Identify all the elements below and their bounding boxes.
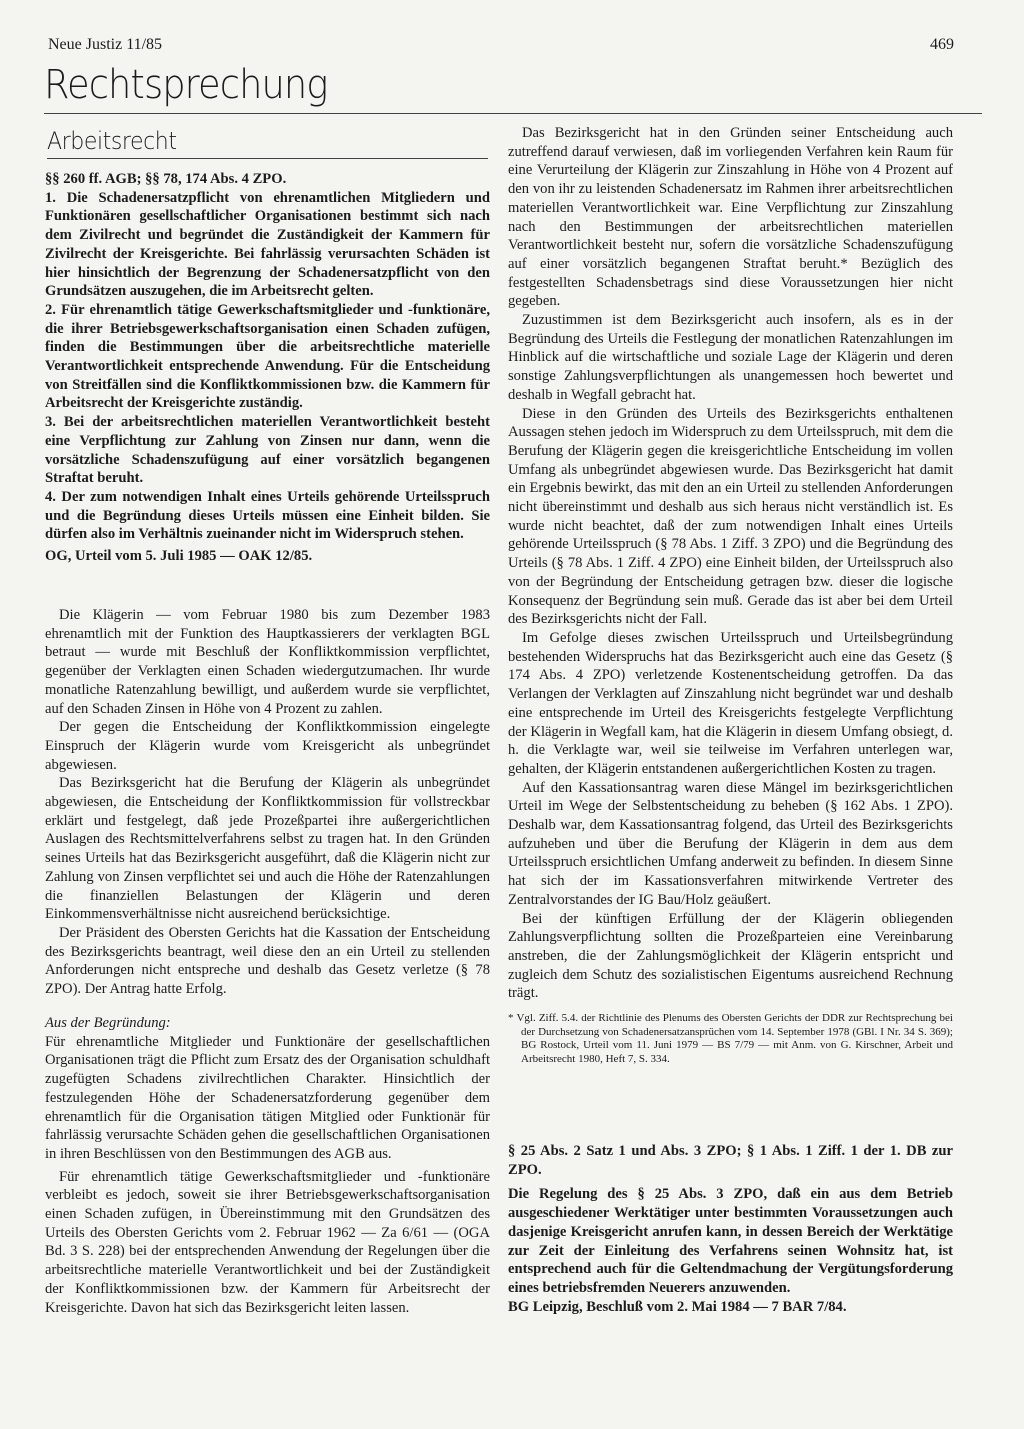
journal-issue: Neue Justiz 11/85 [48,36,163,53]
left-column [45,170,490,566]
facts-paragraph-1: Die Klägerin — vom Februar 1980 bis zum Dezember 1983 ehrenamtlich mit der Funktion des Hauptkassierers der verklagten BGL betraut — wurde mit Beschluß der Konfliktkommission verpflichtet, gegenüber der Verklagten einen Schaden wiedergutzumachen. Ihr wurde monatliche Ratenzahlung bewilligt, und außerdem wurde sie verpflichtet, auf den Schaden Zinsen in Höhe von 4 Prozent zu zahlen. [45,607,490,717]
case1-norms: §§ 260 ff. AGB; §§ 78, 174 Abs. 4 ZPO. [45,171,287,187]
reasons-left-paragraph-2: Für ehrenamtlich tätige Gewerkschaftsmitglieder und -funktionäre verbleibt es jedoch, soweit sie ihrer Betriebsgewerkschaftsorganisation einen Schaden zufügen, in Übereinstimmung mit den Grundsätzen des Urteils des Obersten Gerichts vom 2. Februar 1962 — Za 6/61 — (OGA Bd. 3 S. 228) bei der entsprechenden Anwendung der Regelungen über die arbeitsrechtliche materielle Verantwortlichkeit und bei der Zuständigkeit der Konfliktkommissionen bzw. der Kammern für Arbeitsrecht der Kreisgerichte. Davon hat sich das Bezirksgericht leiten lassen. [45,1168,490,1316]
case1-headnote-2: 2. Für ehrenamtlich tätige Gewerkschaftsmitglieder und -funktionäre, die ihrer Betriebsgewerkschaftsorganisation einen Schaden zufügen, finden die Bestimmungen über die arbeitsrechtliche materielle Verantwortlichkeit entsprechende Anwendung. Für die Entscheidung von Streitfällen sind die Konfliktkommissionen bzw. die Kammern für Arbeitsrecht der Kreisgerichte zuständig. [45,301,490,412]
case1-headnote-1: 1. Die Schadenersatzpflicht von ehrenamtlichen Mitgliedern und Funktionären gesellschaftlicher Organisationen bestimmt sich nach dem Zivilrecht und begründet die Zuständigkeit der Kammern für Zivilrecht der Kreisgerichte. Bei fahrlässig verursachten Schäden ist hier hinsichtlich der Begrenzung der Schadenersatzpflicht von den Grundsätzen auszugehen, die im Arbeitsrecht gelten. [45,189,490,300]
reasons-right-paragraph-3: Diese in den Gründen des Urteils des Bezirksgerichts enthaltenen Aussagen stehen jedoch im Widerspruch zu dem Urteilsspruch, mit dem die Berufung der Klägerin gegen die kreisgerichtliche Entscheidung im vollen Umfang als unbegründet abgewiesen wurde. Das Bezirksgericht hat damit ein Ergebnis bewirkt, das mit den an ein Urteil zu stellenden Anforderungen nicht übereinstimmt und deshalb aus sich heraus nicht verständlich ist. Es wurde nicht beachtet, daß der zum notwendigen Inhalt eines Urteils gehörende Urteilsspruch (§ 78 Abs. 1 Ziff. 3 ZPO) und die Begründung des Urteils (§ 78 Abs. 1 Ziff. 4 ZPO) eine Einheit bilden, der Urteilsspruch also von der Begründung der Entscheidung getragen bzw. dieser die logische Konsequenz der Begründung sein muß. Gerade das ist aber bei dem Urteil des Bezirksgerichts nicht der Fall. [508,405,953,628]
left-facts [45,606,490,999]
reasons-right-paragraph-6: Bei der künftigen Erfüllung der der Klägerin obliegenden Zahlungsverpflichtung sollten die Prozeßparteien eine Vereinbarung anstreben, die der Zahlungsmöglichkeit der Klägerin entspricht und zugleich dem Schutz des sozialistischen Eigentums ausreichend Rechnung trägt. [508,910,953,1002]
facts-paragraph-2: Der gegen die Entscheidung der Konfliktkommission eingelegte Einspruch der Klägerin wurde vom Kreisgericht als unbegründet abgewiesen. [45,719,490,773]
case2-source: BG Leipzig, Beschluß vom 2. Mai 1984 — 7 BAR 7/84. [508,1298,847,1315]
facts-paragraph-4: Der Präsident des Obersten Gerichts hat die Kassation der Entscheidung des Bezirksgerichts beantragt, weil diese den an ein Urteil zu stellenden Anforderungen nicht entspreche und deshalb das Gesetz verletze (§ 78 ZPO). Der Antrag hatte Erfolg. [45,924,490,998]
case2 [508,1142,953,1316]
right-column [508,124,953,1003]
footnote-block [508,1012,953,1066]
reasons-left-paragraph-1: Für ehrenamtliche Mitglieder und Funktionäre der gesellschaftlichen Organisationen trägt die Pflicht zum Ersatz des der Organisation schuldhaft zugefügten Schadens zivilrechtlichen Charakter. Hinsichtlich der festzulegenden Höhe der Schadenersatzforderung gegenüber dem ehrenamtlich für die Organisation tätigen Mitglied oder Funktionär für fahrlässig verursachte Schäden gehen die gesellschaftlichen Organisationen in ihren Beschlüssen von den Bestimmungen des AGB aus. [45,1033,490,1162]
case1-headnote-3: 3. Bei der arbeitsrechtlichen materiellen Verantwortlichkeit besteht eine Verpflichtung zur Zahlung von Zinsen nur dann, wenn die vorsätzliche Schadenszufügung auf einer vorsätzlich begangenen Straftat beruht. [45,414,490,487]
page-number: 469 [930,36,954,53]
reasons-right-paragraph-5: Auf den Kassationsantrag waren diese Mängel im bezirksgerichtlichen Urteil im Wege der Selbstentscheidung zu beheben (§ 162 Abs. 1 ZPO). Deshalb war, dem Kassationsantrag folgend, das Urteil des Bezirksgerichts aufzuheben und über die Berufung der Klägerin in dem aus dem Urteilsspruch ersichtlichen Umfang anderweit zu befinden. In diesem Sinne hat sich der im Kassationsverfahren mitwirkende Vertreter des Zentralvorstandes der IG Bau/Holz geäußert. [508,779,953,908]
case2-headnote: Die Regelung des § 25 Abs. 3 ZPO, daß ein aus dem Betrieb ausgeschiedener Werktätiger unter bestimmten Voraussetzungen auch dasjenige Kreisgericht anrufen kann, in dessen Bereich der Werktätige zur Zeit der Einleitung des Verfahrens seinen Wohnsitz hat, ist entsprechend auch für die Geltendmachung der Vergütungsforderung eines betriebsfremden Neuerers anzuwenden. [508,1186,953,1296]
reasons-right-paragraph-1: Das Bezirksgericht hat in den Gründen seiner Entscheidung auch zutreffend darauf verwiesen, daß im vorliegenden Verfahren kein Raum für eine Verurteilung der Klägerin zur Zinszahlung in Höhe von 4 Prozent auf den von ihr zu leistenden Schadenersatz im Rahmen ihrer arbeitsrechtlichen materiellen Verantwortlichkeit war. Eine Verpflichtung zur Zinszahlung nach den Bestimmungen der arbeitsrechtlichen materiellen Verantwortlichkeit besteht nur, sofern die vorsätzliche Schadenszufügung auf einer vorsätzlich begangenen Straftat beruht.* Bezüglich des festgestellten Schadensbetrags sind diese Voraussetzungen hier nicht gegeben. [508,125,953,310]
section-heading: Arbeitsrecht [47,127,177,155]
facts-paragraph-3: Das Bezirksgericht hat die Berufung der Klägerin als unbegründet abgewiesen, die Entscheidung der Konfliktkommission für vollstreckbar erklärt und festgelegt, daß jede Prozeßpartei ihre außergerichtlichen Auslagen des Rechtsmittelverfahrens selbst zu tragen hat. In den Gründen seines Urteils hat das Bezirksgericht ausgeführt, daß die Klägerin nicht zur Zahlung von Zinsen verpflichtet sei und auch die Höhe der Ratenzahlungen die finanziellen Belastungen der Klägerin und deren Einkommensverhältnisse nicht ausreichend berücksichtige. [45,775,490,923]
reasons-heading: Aus der Begründung: [45,1015,171,1031]
case1-headnote-4: 4. Der zum notwendigen Inhalt eines Urteils gehörende Urteilsspruch und die Begründung dieses Urteils müssen eine Einheit bilden. Sie dürfen also im Verhältnis zueinander nicht im Widerspruch stehen. [45,488,490,543]
left-reasons [45,1014,490,1317]
case1-source: OG, Urteil vom 5. Juli 1985 — OAK 12/85. [45,548,313,565]
reasons-right-paragraph-2: Zuzustimmen ist dem Bezirksgericht auch insofern, als es in der Begründung des Urteils die Festlegung der monatlichen Ratenzahlungen im Hinblick auf die wirtschaftliche und soziale Lage der Klägerin und deren sonstige Zahlungsverpflichtungen als unangemessen hoch bewertet und deshalb in Wegfall gebracht hat. [508,312,953,403]
title-rule [44,113,982,114]
case2-norms: § 25 Abs. 2 Satz 1 und Abs. 3 ZPO; § 1 Abs. 1 Ziff. 1 der 1. DB zur ZPO. [508,1143,953,1178]
page-title: Rechtsprechung [44,62,328,108]
reasons-right-paragraph-4: Im Gefolge dieses zwischen Urteilsspruch und Urteilsbegründung bestehenden Widerspruchs hat das Bezirksgericht auch eine das Gesetz (§ 174 Abs. 4 ZPO) verletzende Kostenentscheidung getroffen. Da das Verlangen der Verklagten auf Zinszahlung nicht begründet war und deshalb eine entsprechende im Urteil des Kreisgerichts festgelegte Verpflichtung der Klägerin in Wegfall kam, hat die Klägerin in diesem Umfang obsiegt, d. h. die Verklagte war, weil sie teilweise im Verfahren unterlegen war, gehalten, der Klägerin entstandenen außergerichtlichen Kosten zu tragen. [508,629,953,777]
footnote: * Vgl. Ziff. 5.4. der Richtlinie des Plenums des Obersten Gerichts der DDR zur Rechtsprechung bei der Durchsetzung von Schadenersatzansprüchen vom 14. September 1978 (GBl. I Nr. 34 S. 369); BG Rostock, Urteil vom 11. Juni 1979 — BS 7/79 — mit Anm. von G. Kirschner, Arbeit und Arbeitsrecht 1980, Heft 7, S. 334. [508,1012,953,1065]
section-rule [47,158,488,159]
